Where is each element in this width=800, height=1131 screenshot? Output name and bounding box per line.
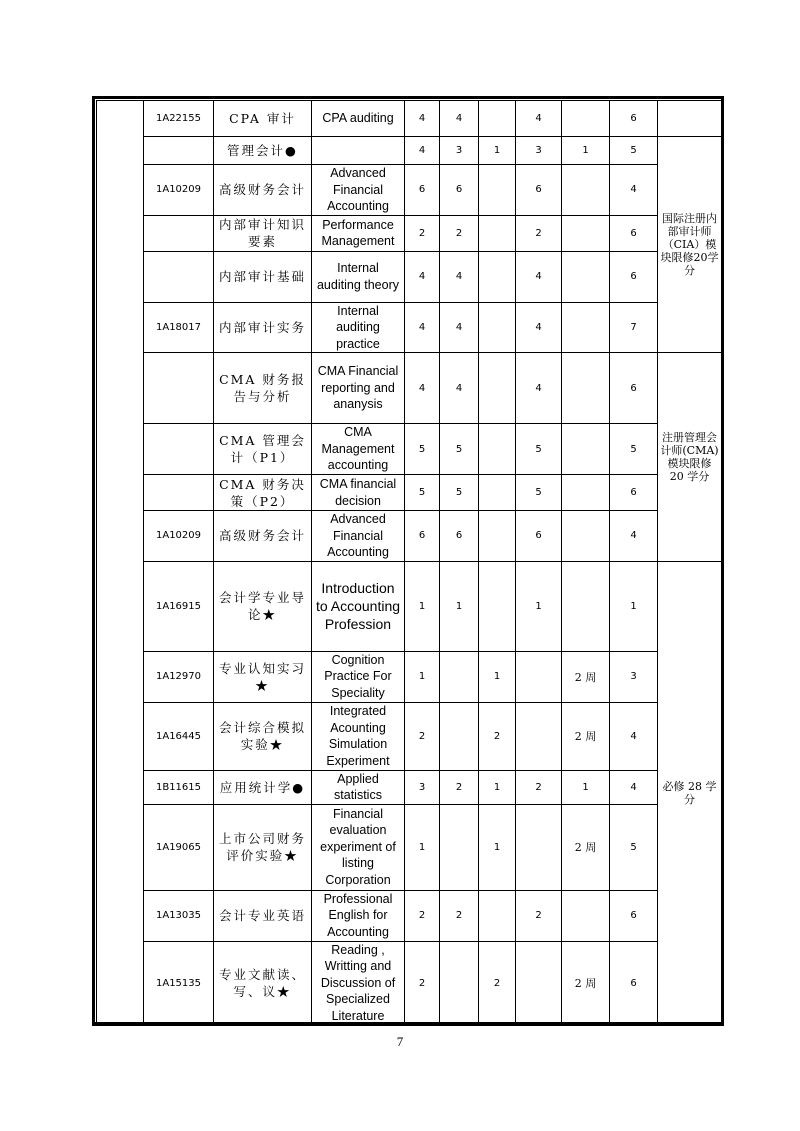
semester: 4: [610, 702, 658, 770]
practice-weeks: [562, 215, 610, 251]
practice-credits: [479, 511, 516, 562]
semester: 6: [610, 475, 658, 511]
semester: 7: [610, 302, 658, 353]
theory-credits: 4: [440, 101, 479, 137]
course-name-cn: 管理会计●: [214, 137, 312, 165]
theory-credits: [440, 804, 479, 890]
course-name-cn: CMA 管理会计（P1）: [214, 424, 312, 475]
practice-weeks: 2 周: [562, 804, 610, 890]
table-row: [97, 770, 722, 804]
weekly-hours: [516, 651, 562, 702]
total-credits: 5: [405, 475, 440, 511]
course-code: 1A10209: [144, 165, 214, 216]
table-row: [97, 651, 722, 702]
course-code: 1A13035: [144, 890, 214, 941]
weekly-hours: 4: [516, 101, 562, 137]
course-code: 1A10209: [144, 511, 214, 562]
course-code: [144, 475, 214, 511]
practice-weeks: 2 周: [562, 941, 610, 1025]
course-code: [144, 424, 214, 475]
weekly-hours: 2: [516, 770, 562, 804]
practice-weeks: [562, 251, 610, 302]
practice-credits: [479, 251, 516, 302]
course-name-en: Professional English for Accounting: [312, 890, 405, 941]
weekly-hours: [516, 702, 562, 770]
total-credits: 4: [405, 251, 440, 302]
total-credits: 4: [405, 302, 440, 353]
course-code: 1A16445: [144, 702, 214, 770]
note-cell: [658, 101, 722, 137]
total-credits: 4: [405, 101, 440, 137]
semester: 5: [610, 424, 658, 475]
course-name-cn: 专业认知实习★: [214, 651, 312, 702]
practice-weeks: 2 周: [562, 702, 610, 770]
theory-credits: [440, 702, 479, 770]
practice-credits: 2: [479, 941, 516, 1025]
course-table: [96, 100, 722, 1026]
theory-credits: 2: [440, 770, 479, 804]
practice-credits: 1: [479, 137, 516, 165]
weekly-hours: 2: [516, 890, 562, 941]
table-row: [97, 561, 722, 651]
course-name-cn: 专业文献读、写、议★: [214, 941, 312, 1025]
page-number: 7: [396, 1034, 404, 1049]
course-name-en: Introduction to Accounting Profession: [312, 561, 405, 651]
course-name-cn: 会计学专业导论★: [214, 561, 312, 651]
semester: 6: [610, 890, 658, 941]
semester: 5: [610, 137, 658, 165]
practice-weeks: [562, 302, 610, 353]
total-credits: 1: [405, 651, 440, 702]
theory-credits: 3: [440, 137, 479, 165]
practice-credits: [479, 353, 516, 424]
weekly-hours: [516, 941, 562, 1025]
practice-weeks: [562, 165, 610, 216]
theory-credits: 2: [440, 890, 479, 941]
practice-credits: [479, 890, 516, 941]
weekly-hours: 4: [516, 251, 562, 302]
practice-weeks: 2 周: [562, 651, 610, 702]
practice-weeks: [562, 511, 610, 562]
practice-weeks: [562, 424, 610, 475]
course-name-cn: CMA 财务决策（P2）: [214, 475, 312, 511]
table-row: [97, 251, 722, 302]
course-name-cn: 高级财务会计: [214, 165, 312, 216]
semester: 4: [610, 770, 658, 804]
practice-weeks: [562, 101, 610, 137]
theory-credits: 4: [440, 302, 479, 353]
practice-credits: 1: [479, 651, 516, 702]
total-credits: 6: [405, 165, 440, 216]
course-name-en: CPA auditing: [312, 101, 405, 137]
weekly-hours: 5: [516, 475, 562, 511]
total-credits: 2: [405, 941, 440, 1025]
theory-credits: [440, 651, 479, 702]
course-name-cn: 上市公司财务评价实验★: [214, 804, 312, 890]
practice-weeks: 1: [562, 770, 610, 804]
semester: 5: [610, 804, 658, 890]
table-row: [97, 804, 722, 890]
theory-credits: 4: [440, 251, 479, 302]
course-name-cn: 高级财务会计: [214, 511, 312, 562]
practice-weeks: [562, 475, 610, 511]
semester: 6: [610, 941, 658, 1025]
semester: 6: [610, 101, 658, 137]
weekly-hours: [516, 804, 562, 890]
course-code: 1A12970: [144, 651, 214, 702]
cia-module-note: 国际注册内部审计师（CIA）模块限修20学分: [658, 137, 722, 353]
table-row: [97, 165, 722, 216]
required-credits-note: 必修 28 学分: [658, 561, 722, 1025]
course-name-cn: 会计综合模拟实验★: [214, 702, 312, 770]
table-row: [97, 941, 722, 1025]
theory-credits: [440, 941, 479, 1025]
semester: 4: [610, 165, 658, 216]
total-credits: 1: [405, 561, 440, 651]
theory-credits: 5: [440, 424, 479, 475]
course-name-cn: 内部审计知识要素: [214, 215, 312, 251]
course-name-en: Internal auditing practice: [312, 302, 405, 353]
course-code: 1B11615: [144, 770, 214, 804]
course-code: 1A15135: [144, 941, 214, 1025]
course-name-en: CMA financial decision: [312, 475, 405, 511]
course-code: 1A22155: [144, 101, 214, 137]
weekly-hours: 6: [516, 511, 562, 562]
semester: 4: [610, 511, 658, 562]
practice-weeks: 1: [562, 137, 610, 165]
theory-credits: 6: [440, 165, 479, 216]
course-name-en: Applied statistics: [312, 770, 405, 804]
course-code: [144, 215, 214, 251]
weekly-hours: 6: [516, 165, 562, 216]
weekly-hours: 2: [516, 215, 562, 251]
practice-weeks: [562, 890, 610, 941]
table-row: [97, 424, 722, 475]
practice-credits: [479, 215, 516, 251]
table-row: [97, 215, 722, 251]
course-name-en: Integrated Acounting Simulation Experiment: [312, 702, 405, 770]
course-name-cn: 会计专业英语: [214, 890, 312, 941]
practice-credits: [479, 475, 516, 511]
total-credits: 2: [405, 890, 440, 941]
practice-weeks: [562, 353, 610, 424]
theory-credits: 2: [440, 215, 479, 251]
course-name-en: [312, 137, 405, 165]
course-code: [144, 137, 214, 165]
table-row: [97, 353, 722, 424]
course-code: 1A16915: [144, 561, 214, 651]
practice-credits: [479, 302, 516, 353]
practice-credits: 1: [479, 770, 516, 804]
total-credits: 3: [405, 770, 440, 804]
course-name-cn: CPA 审计: [214, 101, 312, 137]
table-row: [97, 137, 722, 165]
course-name-cn: 内部审计实务: [214, 302, 312, 353]
table-row: [97, 702, 722, 770]
theory-credits: 1: [440, 561, 479, 651]
course-name-en: Cognition Practice For Speciality: [312, 651, 405, 702]
table-row: [97, 302, 722, 353]
semester: 3: [610, 651, 658, 702]
practice-credits: [479, 165, 516, 216]
practice-weeks: [562, 561, 610, 651]
course-name-en: Advanced Financial Accounting: [312, 511, 405, 562]
weekly-hours: 1: [516, 561, 562, 651]
table-row: [97, 511, 722, 562]
weekly-hours: 5: [516, 424, 562, 475]
semester: 1: [610, 561, 658, 651]
semester: 6: [610, 251, 658, 302]
course-name-en: Performance Management: [312, 215, 405, 251]
category-cell: [97, 101, 144, 1026]
course-code: [144, 353, 214, 424]
total-credits: 2: [405, 702, 440, 770]
cma-module-note: 注册管理会计师(CMA)模块限修 20 学分: [658, 353, 722, 562]
theory-credits: 5: [440, 475, 479, 511]
table-row: [97, 475, 722, 511]
course-name-cn: 内部审计基础: [214, 251, 312, 302]
course-name-en: Financial evaluation experiment of listing Corporation: [312, 804, 405, 890]
total-credits: 4: [405, 137, 440, 165]
practice-credits: 2: [479, 702, 516, 770]
course-code: 1A19065: [144, 804, 214, 890]
course-name-en: CMA Financial reporting and ananysis: [312, 353, 405, 424]
practice-credits: 1: [479, 804, 516, 890]
total-credits: 2: [405, 215, 440, 251]
table-row: [97, 890, 722, 941]
course-code: 1A18017: [144, 302, 214, 353]
practice-credits: [479, 424, 516, 475]
course-name-en: CMA Management accounting: [312, 424, 405, 475]
weekly-hours: 3: [516, 137, 562, 165]
total-credits: 5: [405, 424, 440, 475]
table-row: [97, 101, 722, 137]
total-credits: 6: [405, 511, 440, 562]
course-name-en: Internal auditing theory: [312, 251, 405, 302]
total-credits: 1: [405, 804, 440, 890]
course-name-en: Advanced Financial Accounting: [312, 165, 405, 216]
weekly-hours: 4: [516, 302, 562, 353]
weekly-hours: 4: [516, 353, 562, 424]
course-code: [144, 251, 214, 302]
course-name-cn: 应用统计学●: [214, 770, 312, 804]
semester: 6: [610, 215, 658, 251]
course-name-cn: CMA 财务报告与分析: [214, 353, 312, 424]
total-credits: 4: [405, 353, 440, 424]
practice-credits: [479, 561, 516, 651]
semester: 6: [610, 353, 658, 424]
theory-credits: 4: [440, 353, 479, 424]
course-name-en: Reading , Writting and Discussion of Specialized Literature: [312, 941, 405, 1025]
practice-credits: [479, 101, 516, 137]
theory-credits: 6: [440, 511, 479, 562]
